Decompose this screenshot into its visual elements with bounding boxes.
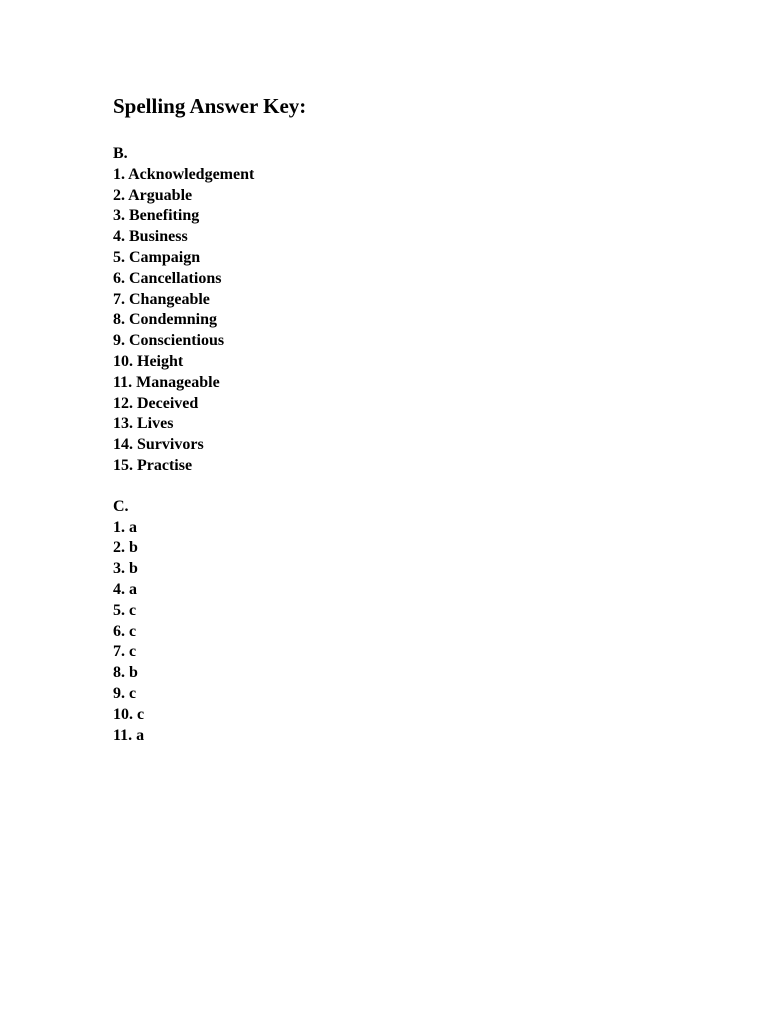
section-b: [113, 144, 713, 477]
answer-item: 13. Lives: [113, 415, 174, 433]
answer-item: 6. c: [113, 622, 137, 640]
section-heading: C.: [113, 497, 129, 515]
answer-item: 9. c: [113, 684, 137, 702]
answer-item: 5. c: [113, 601, 137, 619]
answer-item: 2. Arguable: [113, 186, 193, 204]
answer-item: 11. a: [113, 726, 145, 744]
section-c: [113, 497, 713, 747]
answer-item: 1. Acknowledgement: [113, 165, 255, 183]
answer-item: 11. Manageable: [113, 373, 220, 391]
answer-item: 9. Conscientious: [113, 332, 225, 350]
answer-item: 2. b: [113, 539, 138, 557]
answer-item: 7. Changeable: [113, 290, 210, 308]
answer-item: 10. Height: [113, 352, 184, 370]
answer-item: 8. b: [113, 664, 138, 682]
answer-item: 7. c: [113, 643, 137, 661]
answer-item: 5. Campaign: [113, 248, 201, 266]
document-title: Spelling Answer Key:: [113, 94, 307, 118]
section-heading: B.: [113, 145, 128, 162]
answer-item: 6. Cancellations: [113, 269, 222, 287]
document-page: [113, 92, 713, 746]
answer-item: 1. a: [113, 518, 137, 536]
answer-item: 3. b: [113, 560, 138, 578]
answer-item: 4. a: [113, 580, 137, 598]
answer-item: 3. Benefiting: [113, 207, 200, 225]
answer-item: 12. Deceived: [113, 394, 199, 412]
answer-item: 15. Practise: [113, 456, 193, 474]
answer-item: 14. Survivors: [113, 436, 204, 454]
answer-item: 10. c: [113, 705, 145, 723]
answer-item: 8. Condemning: [113, 311, 218, 329]
answer-item: 4. Business: [113, 228, 188, 246]
